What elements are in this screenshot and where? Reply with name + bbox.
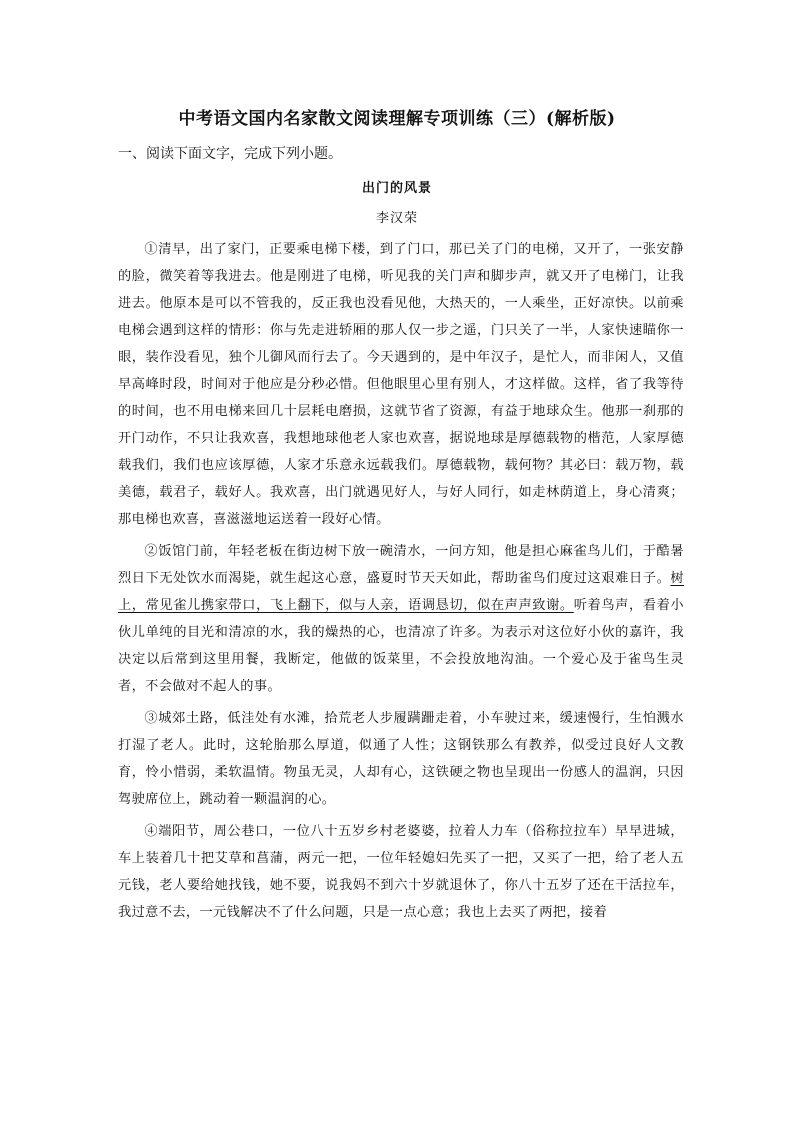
paragraph-2-after: 听着鸟声，看着小伙儿单纯的目光和清凉的水，我的燥热的心，也清凉了许多。为表示对这位好小伙的嘉许，我决定以后常到这里用餐，我断定，他做的饭菜里，不会投放地沟油。一个爱心及于雀鸟生灵者，不会做对不起人的事。	[118, 598, 684, 694]
document-title: 中考语文国内名家散文阅读理解专项训练（三）(解析版)	[178, 109, 616, 129]
paragraph-2	[118, 538, 684, 700]
paragraph-2-before: ②饭馆门前，年轻老板在街边树下放一碗清水，一问方知，他是担心麻雀鸟儿们，于酷暑烈日下无处饮水而渴毙，就生起这心意，盛夏时节天天如此，帮助雀鸟们度过这艰难日子。	[118, 544, 684, 586]
paragraph-4: ④端阳节，周公巷口，一位八十五岁乡村老婆婆，拉着人力车（俗称拉拉车）早早进城，车上装着几十把艾草和菖蒲，两元一把，一位年轻媳妇先买了一把，又买了一把，给了老人五元钱，老人要给她找钱，她不要，说我妈不到六十岁就退休了，你八十五岁了还在干活拉车，我过意不去，一元钱解决不了什么问题，只是一点心意；我也上去买了两把，接着	[118, 824, 684, 920]
underlined-sentence: 树上，常见雀儿携家带口，飞上翻下，似与人亲，语调恳切，似在声声致谢。	[118, 571, 684, 613]
paragraph-1: ①清早，出了家门，正要乘电梯下楼，到了门口，那已关了门的电梯，又开了，一张安静的脸，微笑着等我进去。他是刚进了电梯，听见我的关门声和脚步声，就又开了电梯门，让我进去。他原本是可以不管我的，反正我也没看见他，大热天的，一人乘坐，正好凉快。以前乘电梯会遇到这样的情形：你与先走进轿厢的那人仅一步之遥，门只关了一半，人家快速瞄你一眼，装作没看见，独个儿御风而行去了。今天遇到的，是中年汉子，是忙人，而非闲人，又值早高峰时段，时间对于他应是分秒必惜。但他眼里心里有别人，才这样做。这样，省了我等待的时间，也不用电梯来回几十层耗电磨损，这就节省了资源，有益于地球众生。他那一刹那的开门动作，不只让我欢喜，我想地球他老人家也欢喜，据说地球是厚德载物的楷范，人家厚德载我们，我们也应该厚德，人家才乐意永远载我们。厚德载物，载何物？其必曰：载万物，载美德，载君子，载好人。我欢喜，出门就遇见好人，与好人同行，如走林荫道上，身心清爽；那电梯也欢喜，喜滋滋地运送着一段好心情。	[118, 242, 684, 527]
essay-title: 出门的风景	[361, 181, 432, 196]
paragraph-3: ③城郊土路，低洼处有水滩，拾荒老人步履蹒跚走着，小车驶过来，缓速慢行，生怕溅水打湿了老人。此时，这轮胎那么厚道，似通了人性；这钢铁那么有教养，似受过良好人文教育，怜小惜弱，柔软温情。物虽无灵，人却有心，这铁硬之物也呈现出一份感人的温润，只因驾驶席位上，跳动着一颗温润的心。	[118, 711, 684, 807]
essay-body	[118, 236, 684, 926]
section-instruction: 一、阅读下面文字，完成下列小题。	[118, 146, 342, 162]
essay-author: 李汉荣	[375, 211, 418, 226]
